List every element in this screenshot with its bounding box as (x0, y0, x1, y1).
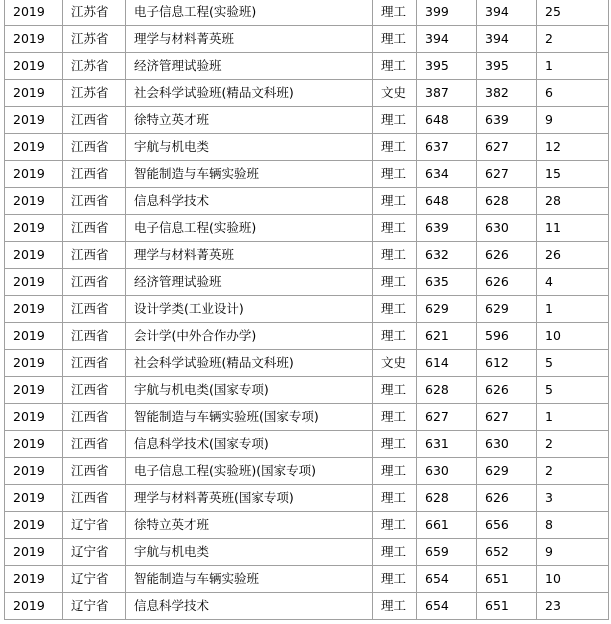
year-cell: 2019 (5, 269, 63, 296)
year-cell: 2019 (5, 539, 63, 566)
major-cell: 徐特立英才班 (126, 512, 373, 539)
min-score-cell: 596 (477, 323, 537, 350)
enrollment-count-cell: 25 (537, 0, 609, 26)
table-row (5, 377, 609, 404)
province-cell: 辽宁省 (63, 566, 126, 593)
province-cell: 辽宁省 (63, 593, 126, 620)
year-cell: 2019 (5, 512, 63, 539)
province-cell: 江苏省 (63, 53, 126, 80)
major-cell: 信息科学技术 (126, 593, 373, 620)
subject-type-cell: 理工 (373, 107, 417, 134)
min-score-cell: 627 (477, 404, 537, 431)
major-cell: 会计学(中外合作办学) (126, 323, 373, 350)
table-row (5, 161, 609, 188)
enrollment-count-cell: 10 (537, 323, 609, 350)
subject-type-cell: 理工 (373, 0, 417, 26)
table-row (5, 323, 609, 350)
year-cell: 2019 (5, 53, 63, 80)
table-row (5, 26, 609, 53)
major-cell: 宇航与机电类(国家专项) (126, 377, 373, 404)
subject-type-cell: 文史 (373, 350, 417, 377)
province-cell: 辽宁省 (63, 512, 126, 539)
min-score-cell: 651 (477, 566, 537, 593)
province-cell: 江西省 (63, 431, 126, 458)
table-row (5, 350, 609, 377)
major-cell: 宇航与机电类 (126, 134, 373, 161)
enrollment-count-cell: 2 (537, 458, 609, 485)
subject-type-cell: 理工 (373, 188, 417, 215)
major-cell: 设计学类(工业设计) (126, 296, 373, 323)
major-cell: 信息科学技术(国家专项) (126, 431, 373, 458)
min-score-cell: 626 (477, 242, 537, 269)
table-row (5, 188, 609, 215)
max-score-cell: 634 (417, 161, 477, 188)
table-row (5, 485, 609, 512)
min-score-cell: 629 (477, 458, 537, 485)
table-row (5, 53, 609, 80)
year-cell: 2019 (5, 26, 63, 53)
max-score-cell: 654 (417, 593, 477, 620)
table-row (5, 0, 609, 26)
province-cell: 江西省 (63, 269, 126, 296)
min-score-cell: 651 (477, 593, 537, 620)
table-body (5, 0, 609, 620)
enrollment-count-cell: 1 (537, 53, 609, 80)
max-score-cell: 394 (417, 26, 477, 53)
subject-type-cell: 理工 (373, 566, 417, 593)
enrollment-count-cell: 26 (537, 242, 609, 269)
max-score-cell: 629 (417, 296, 477, 323)
min-score-cell: 394 (477, 26, 537, 53)
province-cell: 江西省 (63, 134, 126, 161)
year-cell: 2019 (5, 296, 63, 323)
enrollment-count-cell: 10 (537, 566, 609, 593)
enrollment-count-cell: 11 (537, 215, 609, 242)
min-score-cell: 652 (477, 539, 537, 566)
major-cell: 经济管理试验班 (126, 269, 373, 296)
max-score-cell: 637 (417, 134, 477, 161)
min-score-cell: 612 (477, 350, 537, 377)
year-cell: 2019 (5, 350, 63, 377)
subject-type-cell: 理工 (373, 26, 417, 53)
min-score-cell: 626 (477, 269, 537, 296)
min-score-cell: 626 (477, 485, 537, 512)
year-cell: 2019 (5, 593, 63, 620)
enrollment-count-cell: 3 (537, 485, 609, 512)
year-cell: 2019 (5, 242, 63, 269)
major-cell: 理学与材料菁英班(国家专项) (126, 485, 373, 512)
subject-type-cell: 理工 (373, 296, 417, 323)
min-score-cell: 630 (477, 431, 537, 458)
province-cell: 江西省 (63, 485, 126, 512)
province-cell: 江西省 (63, 458, 126, 485)
table-row (5, 242, 609, 269)
subject-type-cell: 理工 (373, 134, 417, 161)
province-cell: 江西省 (63, 377, 126, 404)
table-row (5, 269, 609, 296)
province-cell: 江西省 (63, 188, 126, 215)
min-score-cell: 656 (477, 512, 537, 539)
province-cell: 江苏省 (63, 0, 126, 26)
enrollment-count-cell: 9 (537, 107, 609, 134)
min-score-cell: 630 (477, 215, 537, 242)
subject-type-cell: 理工 (373, 53, 417, 80)
year-cell: 2019 (5, 431, 63, 458)
year-cell: 2019 (5, 458, 63, 485)
subject-type-cell: 理工 (373, 323, 417, 350)
major-cell: 徐特立英才班 (126, 107, 373, 134)
min-score-cell: 394 (477, 0, 537, 26)
min-score-cell: 626 (477, 377, 537, 404)
major-cell: 智能制造与车辆实验班(国家专项) (126, 404, 373, 431)
enrollment-count-cell: 23 (537, 593, 609, 620)
max-score-cell: 639 (417, 215, 477, 242)
year-cell: 2019 (5, 215, 63, 242)
year-cell: 2019 (5, 188, 63, 215)
province-cell: 江西省 (63, 242, 126, 269)
table-row (5, 458, 609, 485)
enrollment-count-cell: 8 (537, 512, 609, 539)
year-cell: 2019 (5, 0, 63, 26)
province-cell: 江西省 (63, 107, 126, 134)
year-cell: 2019 (5, 107, 63, 134)
max-score-cell: 614 (417, 350, 477, 377)
province-cell: 江西省 (63, 323, 126, 350)
year-cell: 2019 (5, 377, 63, 404)
subject-type-cell: 理工 (373, 458, 417, 485)
year-cell: 2019 (5, 323, 63, 350)
max-score-cell: 648 (417, 188, 477, 215)
max-score-cell: 654 (417, 566, 477, 593)
major-cell: 信息科学技术 (126, 188, 373, 215)
max-score-cell: 395 (417, 53, 477, 80)
enrollment-count-cell: 9 (537, 539, 609, 566)
enrollment-count-cell: 12 (537, 134, 609, 161)
subject-type-cell: 理工 (373, 269, 417, 296)
major-cell: 经济管理试验班 (126, 53, 373, 80)
year-cell: 2019 (5, 566, 63, 593)
year-cell: 2019 (5, 80, 63, 107)
max-score-cell: 628 (417, 377, 477, 404)
province-cell: 江西省 (63, 404, 126, 431)
province-cell: 江西省 (63, 161, 126, 188)
max-score-cell: 399 (417, 0, 477, 26)
min-score-cell: 395 (477, 53, 537, 80)
subject-type-cell: 理工 (373, 404, 417, 431)
province-cell: 江苏省 (63, 80, 126, 107)
max-score-cell: 635 (417, 269, 477, 296)
max-score-cell: 661 (417, 512, 477, 539)
admission-score-table (4, 0, 609, 620)
max-score-cell: 627 (417, 404, 477, 431)
enrollment-count-cell: 5 (537, 377, 609, 404)
table-row (5, 566, 609, 593)
max-score-cell: 628 (417, 485, 477, 512)
subject-type-cell: 理工 (373, 215, 417, 242)
major-cell: 社会科学试验班(精品文科班) (126, 80, 373, 107)
enrollment-count-cell: 5 (537, 350, 609, 377)
major-cell: 社会科学试验班(精品文科班) (126, 350, 373, 377)
enrollment-count-cell: 2 (537, 431, 609, 458)
subject-type-cell: 理工 (373, 377, 417, 404)
enrollment-count-cell: 2 (537, 26, 609, 53)
major-cell: 理学与材料菁英班 (126, 242, 373, 269)
subject-type-cell: 理工 (373, 593, 417, 620)
table-row (5, 539, 609, 566)
province-cell: 江苏省 (63, 26, 126, 53)
province-cell: 江西省 (63, 215, 126, 242)
min-score-cell: 382 (477, 80, 537, 107)
enrollment-count-cell: 1 (537, 296, 609, 323)
subject-type-cell: 理工 (373, 431, 417, 458)
subject-type-cell: 理工 (373, 485, 417, 512)
major-cell: 电子信息工程(实验班)(国家专项) (126, 458, 373, 485)
max-score-cell: 631 (417, 431, 477, 458)
subject-type-cell: 理工 (373, 242, 417, 269)
max-score-cell: 632 (417, 242, 477, 269)
province-cell: 江西省 (63, 350, 126, 377)
max-score-cell: 621 (417, 323, 477, 350)
table-row (5, 134, 609, 161)
enrollment-count-cell: 4 (537, 269, 609, 296)
min-score-cell: 627 (477, 161, 537, 188)
max-score-cell: 387 (417, 80, 477, 107)
table-row (5, 593, 609, 620)
major-cell: 宇航与机电类 (126, 539, 373, 566)
max-score-cell: 648 (417, 107, 477, 134)
subject-type-cell: 文史 (373, 80, 417, 107)
major-cell: 电子信息工程(实验班) (126, 215, 373, 242)
table-row (5, 431, 609, 458)
enrollment-count-cell: 28 (537, 188, 609, 215)
major-cell: 智能制造与车辆实验班 (126, 566, 373, 593)
province-cell: 辽宁省 (63, 539, 126, 566)
table-row (5, 215, 609, 242)
subject-type-cell: 理工 (373, 161, 417, 188)
subject-type-cell: 理工 (373, 539, 417, 566)
table-row (5, 107, 609, 134)
major-cell: 电子信息工程(实验班) (126, 0, 373, 26)
max-score-cell: 630 (417, 458, 477, 485)
min-score-cell: 639 (477, 107, 537, 134)
enrollment-count-cell: 1 (537, 404, 609, 431)
province-cell: 江西省 (63, 296, 126, 323)
year-cell: 2019 (5, 161, 63, 188)
major-cell: 智能制造与车辆实验班 (126, 161, 373, 188)
table-row (5, 80, 609, 107)
table-row (5, 512, 609, 539)
min-score-cell: 629 (477, 296, 537, 323)
table-row (5, 296, 609, 323)
min-score-cell: 628 (477, 188, 537, 215)
min-score-cell: 627 (477, 134, 537, 161)
max-score-cell: 659 (417, 539, 477, 566)
table-row (5, 404, 609, 431)
year-cell: 2019 (5, 404, 63, 431)
year-cell: 2019 (5, 134, 63, 161)
subject-type-cell: 理工 (373, 512, 417, 539)
year-cell: 2019 (5, 485, 63, 512)
enrollment-count-cell: 15 (537, 161, 609, 188)
enrollment-count-cell: 6 (537, 80, 609, 107)
major-cell: 理学与材料菁英班 (126, 26, 373, 53)
